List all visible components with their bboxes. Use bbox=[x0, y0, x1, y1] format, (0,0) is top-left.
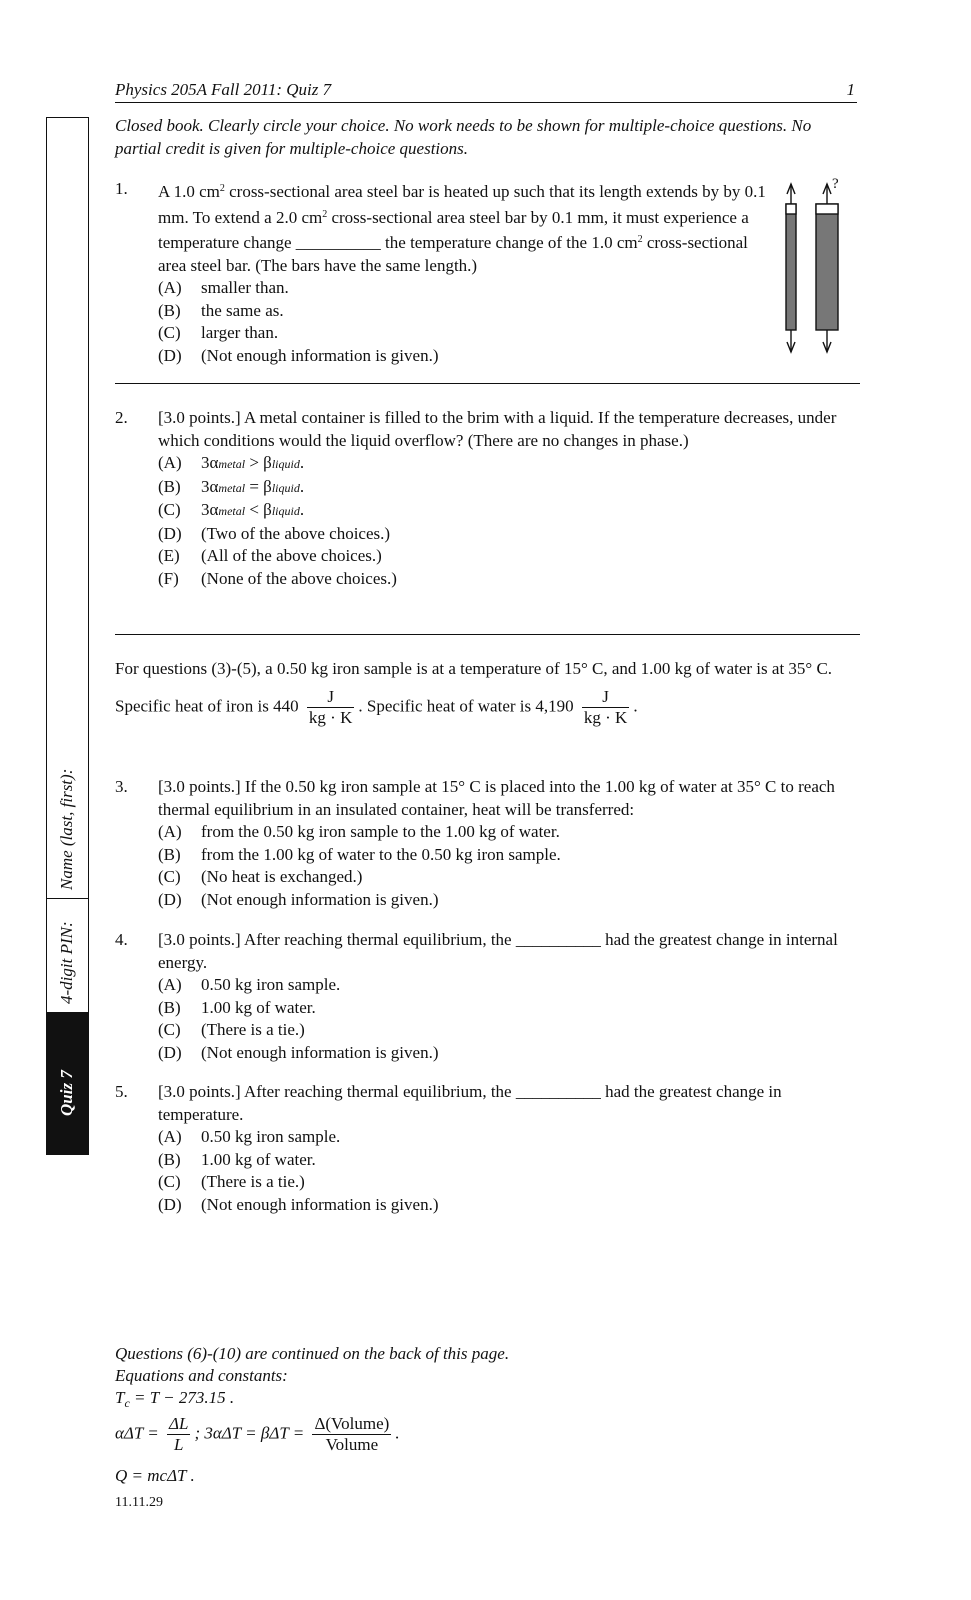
option-a[interactable]: (A) 0.50 kg iron sample. bbox=[158, 1127, 341, 1146]
question-number: 1. bbox=[115, 179, 128, 198]
page-number: 1 bbox=[846, 80, 855, 99]
option-a[interactable]: (A) 0.50 kg iron sample. bbox=[158, 975, 341, 994]
question-text: [3.0 points.] After reaching thermal equilibrium, the __________ had the greatest change in internal energy. (A) 0.50 kg iron sample. (B) 1.00 kg of water. (C) (There is a tie.) (D) (Not enough information is given.) bbox=[158, 929, 860, 1064]
option-c[interactable]: (C) (There is a tie.) bbox=[158, 1020, 305, 1039]
option-d[interactable]: (D) (Two of the above choices.) bbox=[158, 523, 391, 543]
question-4 bbox=[115, 929, 860, 1064]
option-b[interactable]: (B) from the 1.00 kg of water to the 0.50 kg iron sample. bbox=[158, 844, 561, 864]
divider-2 bbox=[115, 634, 860, 635]
divider-1 bbox=[115, 383, 860, 384]
pin-divider bbox=[47, 898, 88, 899]
page-header bbox=[115, 80, 857, 103]
option-a[interactable]: (A) smaller than. bbox=[158, 278, 289, 297]
question-number: 2. bbox=[115, 408, 128, 427]
question-number: 5. bbox=[115, 1082, 128, 1101]
given-data bbox=[115, 658, 860, 728]
question-5 bbox=[115, 1081, 860, 1216]
option-a[interactable]: (A) 3αmetal > βliquid. bbox=[158, 453, 305, 472]
option-c[interactable]: (C) (No heat is exchanged.) bbox=[158, 867, 363, 886]
question-text: [3.0 points.] After reaching thermal equilibrium, the __________ had the greatest change in temperature. (A) 0.50 kg iron sample. (B) 1.00 kg of water. (C) (There is a tie.) (D) (Not enough information is given.) bbox=[158, 1081, 860, 1216]
question-number: 4. bbox=[115, 930, 128, 949]
question-1 bbox=[115, 178, 780, 365]
option-e[interactable]: (E) (All of the above choices.) bbox=[158, 546, 382, 565]
option-b[interactable]: (B) the same as. bbox=[158, 300, 284, 320]
option-d[interactable]: (D) (Not enough information is given.) bbox=[158, 345, 439, 365]
pin-label: 4-digit PIN: bbox=[57, 921, 76, 1004]
question-text: [3.0 points.] A metal container is filled to the brim with a liquid. If the temperature decreases, under which conditions would the liquid overflow? (There are no changes in phase.) (A) 3αmetal > βliquid. (B) 3αmetal = βliquid. (C) 3αmetal < βliquid. (D) (Two of the above choices.) (E) (All of the above choices.) (F) (None of the above choices.) bbox=[158, 407, 860, 590]
continued-note: Questions (6)-(10) are continued on the back of this page. Equations and constants: bbox=[115, 1344, 510, 1385]
option-c[interactable]: (C) 3αmetal < βliquid. bbox=[158, 500, 305, 519]
question-text: A 1.0 $cm^2$ cross-sectional area steel bar is heated up such that its length extends by by 0.1 mm. To extend a 2.0 $cm^2$ cross-sectional area steel bar by 0.1 mm, it must experience a temperature change __________ the temperature change of the 1.0 $cm^2$ cross-sectional area steel bar. (The bars have the same length.) (A) smaller than. (B) the same as. (C) larger than. (D) (Not enough information is given.) bbox=[158, 178, 780, 367]
option-d[interactable]: (D) (Not enough information is given.) bbox=[158, 889, 439, 909]
option-b[interactable]: (B) 3αmetal = βliquid. bbox=[158, 476, 305, 496]
figure-question-mark: ? bbox=[832, 176, 839, 192]
instructions: Closed book. Clearly circle your choice. No work needs to be shown for multiple-choice questions. No partial credit is given for multiple-choice questions. bbox=[115, 116, 812, 158]
date-stamp: 11.11.29 bbox=[115, 1495, 163, 1510]
quiz-divider bbox=[47, 1012, 88, 1013]
question-3 bbox=[115, 776, 860, 911]
equation-celsius: $T_c = T - 273.15$ . bbox=[115, 1388, 235, 1410]
option-c[interactable]: (C) (There is a tie.) bbox=[158, 1172, 305, 1191]
specific-heats: Specific heat of iron is 440 $\frac{J}{kg \cdot K}$ . Specific heat of water is 4,190 $\frac{J}{kg \cdot K}$ . bbox=[115, 686, 638, 727]
option-f[interactable]: (F) (None of the above choices.) bbox=[158, 568, 397, 588]
equation-expansion: αΔT = $\frac{\Delta L}{L}$ ; 3αΔT = βΔT = $\frac{\text{Δ(Volume)}}{\text{Volume}}$ . bbox=[115, 1414, 400, 1454]
option-c[interactable]: (C) larger than. bbox=[158, 323, 279, 342]
question-number: 3. bbox=[115, 777, 128, 796]
option-a[interactable]: (A) from the 0.50 kg iron sample to the 1.00 kg of water. bbox=[158, 822, 560, 841]
name-label: Name (last, first): bbox=[57, 768, 76, 890]
quiz-label: Quiz 7 bbox=[57, 1070, 76, 1116]
question-2 bbox=[115, 407, 860, 607]
steel-bars-figure bbox=[778, 174, 848, 366]
given-line: For questions (3)-(5), a 0.50 kg iron sample is at a temperature of 15° C, and 1.00 kg of water is at 35° C. bbox=[115, 659, 833, 678]
question-text: [3.0 points.] If the 0.50 kg iron sample at 15° C is placed into the 1.00 kg of water at 35° C to reach thermal equilibrium in an insulated container, heat will be transferred: (A) from the 0.50 kg iron sample to the 1.00 kg of water. (B) from the 1.00 kg of water to the 0.50 kg iron sample. (C) (No heat is exchanged.) (D) (Not enough information is given.) bbox=[158, 776, 860, 911]
option-b[interactable]: (B) 1.00 kg of water. bbox=[158, 1149, 316, 1169]
header-title: Physics 205A Fall 2011: Quiz 7 bbox=[115, 80, 332, 99]
equations-title: Equations and constants: bbox=[115, 1366, 288, 1385]
option-d[interactable]: (D) (Not enough information is given.) bbox=[158, 1042, 439, 1062]
name-pin-box bbox=[46, 117, 89, 1154]
option-b[interactable]: (B) 1.00 kg of water. bbox=[158, 997, 316, 1017]
equation-heat: Q = mcΔT . bbox=[115, 1466, 195, 1485]
option-d[interactable]: (D) (Not enough information is given.) bbox=[158, 1194, 439, 1214]
